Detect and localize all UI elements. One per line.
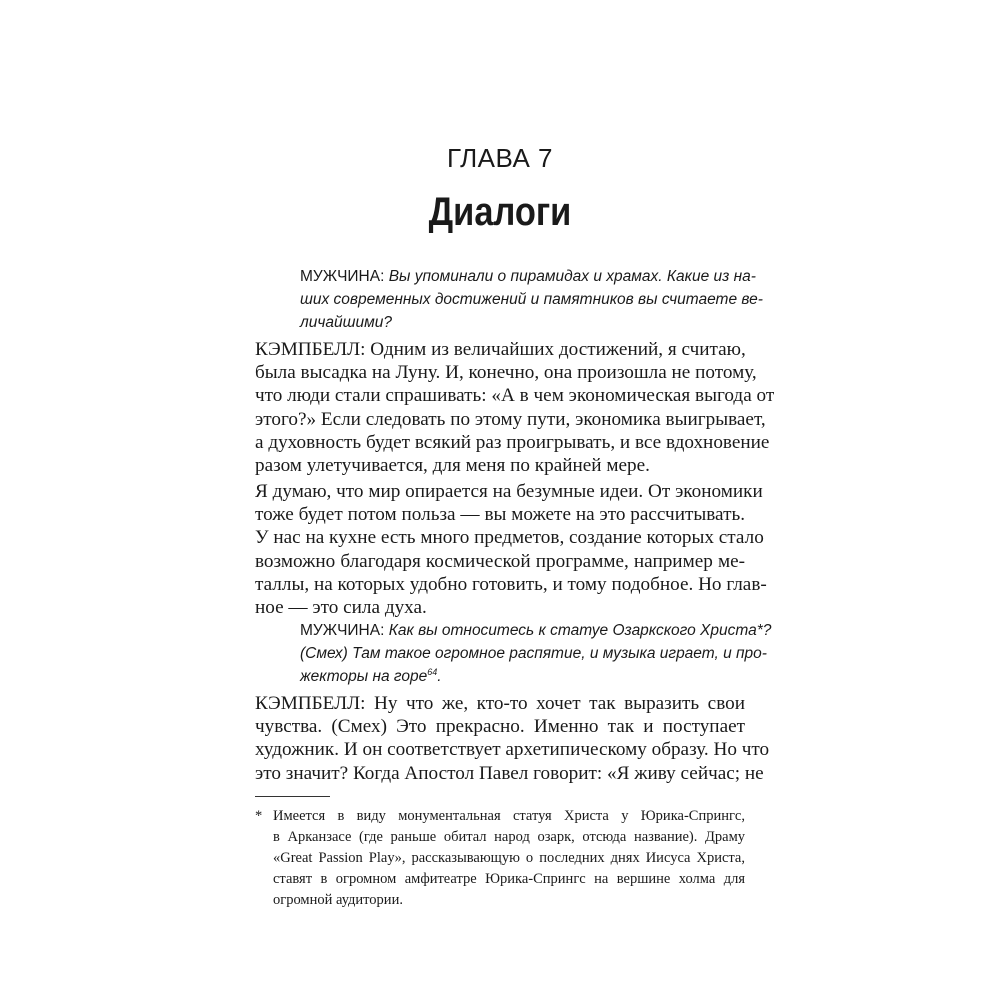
text-line: личайшими? bbox=[300, 314, 392, 331]
footnote-ref: 64 bbox=[427, 666, 438, 677]
paragraph-3 bbox=[255, 692, 770, 785]
paragraph-2 bbox=[255, 480, 767, 619]
text-line: ставят в огромном амфитеатре Юрика-Спрингс на вершине холма для bbox=[273, 871, 745, 887]
text-line: Имеется в виду монументальная статуя Христа у Юрика-Спрингс, bbox=[273, 808, 745, 824]
chapter-label: ГЛАВА 7 bbox=[446, 143, 554, 173]
text-line: в Арканзасе (где раньше обитал народ озарк, отсюда название). Драму bbox=[273, 829, 745, 845]
footnote-marker: * bbox=[255, 808, 263, 824]
text-line: (Смех) Там такое огромное распятие, и музыка играет, и про- bbox=[300, 645, 767, 662]
text-line: ших современных достижений и памятников вы считаете ве- bbox=[300, 291, 763, 308]
text-line: Как вы относитесь к статуе Озаркского Христа*? bbox=[384, 622, 772, 639]
speaker: МУЖЧИНА: bbox=[300, 268, 385, 285]
text-line: это значит? Когда Апостол Павел говорит: «Я живу сейчас; не bbox=[255, 762, 764, 784]
paragraph-1 bbox=[255, 338, 775, 477]
text-line: тоже будет потом польза — вы можете на это рассчитывать. bbox=[255, 504, 745, 526]
text-line: КЭМПБЕЛЛ: Одним из величайших достижений, я считаю, bbox=[255, 339, 746, 360]
chapter-title: Диалоги bbox=[428, 190, 572, 234]
speaker: МУЖЧИНА: bbox=[300, 622, 385, 639]
text-line: ное — это сила духа. bbox=[255, 597, 427, 619]
text-line: У нас на кухне есть много предметов, создание которых стало bbox=[255, 527, 764, 549]
text-line: художник. И он соответствует архетипическому образу. Но что bbox=[255, 739, 770, 761]
text-line: возможно благодаря космической программе, например ме- bbox=[255, 550, 745, 572]
text-line: а духовность будет всякий раз проигрывать, и все вдохновение bbox=[255, 431, 770, 453]
text-line: таллы, на которых удобно готовить, и тому подобное. Но глав- bbox=[255, 573, 767, 595]
text-line: огромной аудитории. bbox=[273, 892, 403, 908]
text-line: Вы упоминали о пирамидах и храмах. Какие из на- bbox=[384, 268, 756, 285]
text-line: разом улетучивается, для меня по крайней мере. bbox=[255, 455, 650, 477]
text-line: КЭМПБЕЛЛ: Ну что же, кто-то хочет так выразить свои bbox=[255, 693, 745, 714]
text-line: была высадка на Луну. И, конечно, она произошла не потому, bbox=[255, 362, 757, 384]
text-line: чувства. (Смех) Это прекрасно. Именно так и поступает bbox=[255, 716, 745, 738]
text-line: «Great Passion Play», рассказывающую о последних днях Иисуса Христа, bbox=[273, 850, 745, 866]
question-1 bbox=[300, 265, 763, 334]
footnote-divider bbox=[255, 796, 330, 797]
text-line: что люди стали спрашивать: «А в чем экономическая выгода от bbox=[255, 385, 775, 407]
text-line: Я думаю, что мир опирается на безумные идеи. От экономики bbox=[255, 481, 763, 502]
text-line: этого?» Если следовать по этому пути, экономика выигрывает, bbox=[255, 408, 766, 430]
text-line: жекторы на горе bbox=[300, 668, 428, 685]
footnote bbox=[255, 806, 745, 911]
question-2: МУЖЧИНА: Как вы относитесь к статуе Озаркского Христа*? (Смех) Там такое огромное распятие, и музыка играет, и про- жекторы на горе$^{64}$. bbox=[300, 622, 772, 685]
